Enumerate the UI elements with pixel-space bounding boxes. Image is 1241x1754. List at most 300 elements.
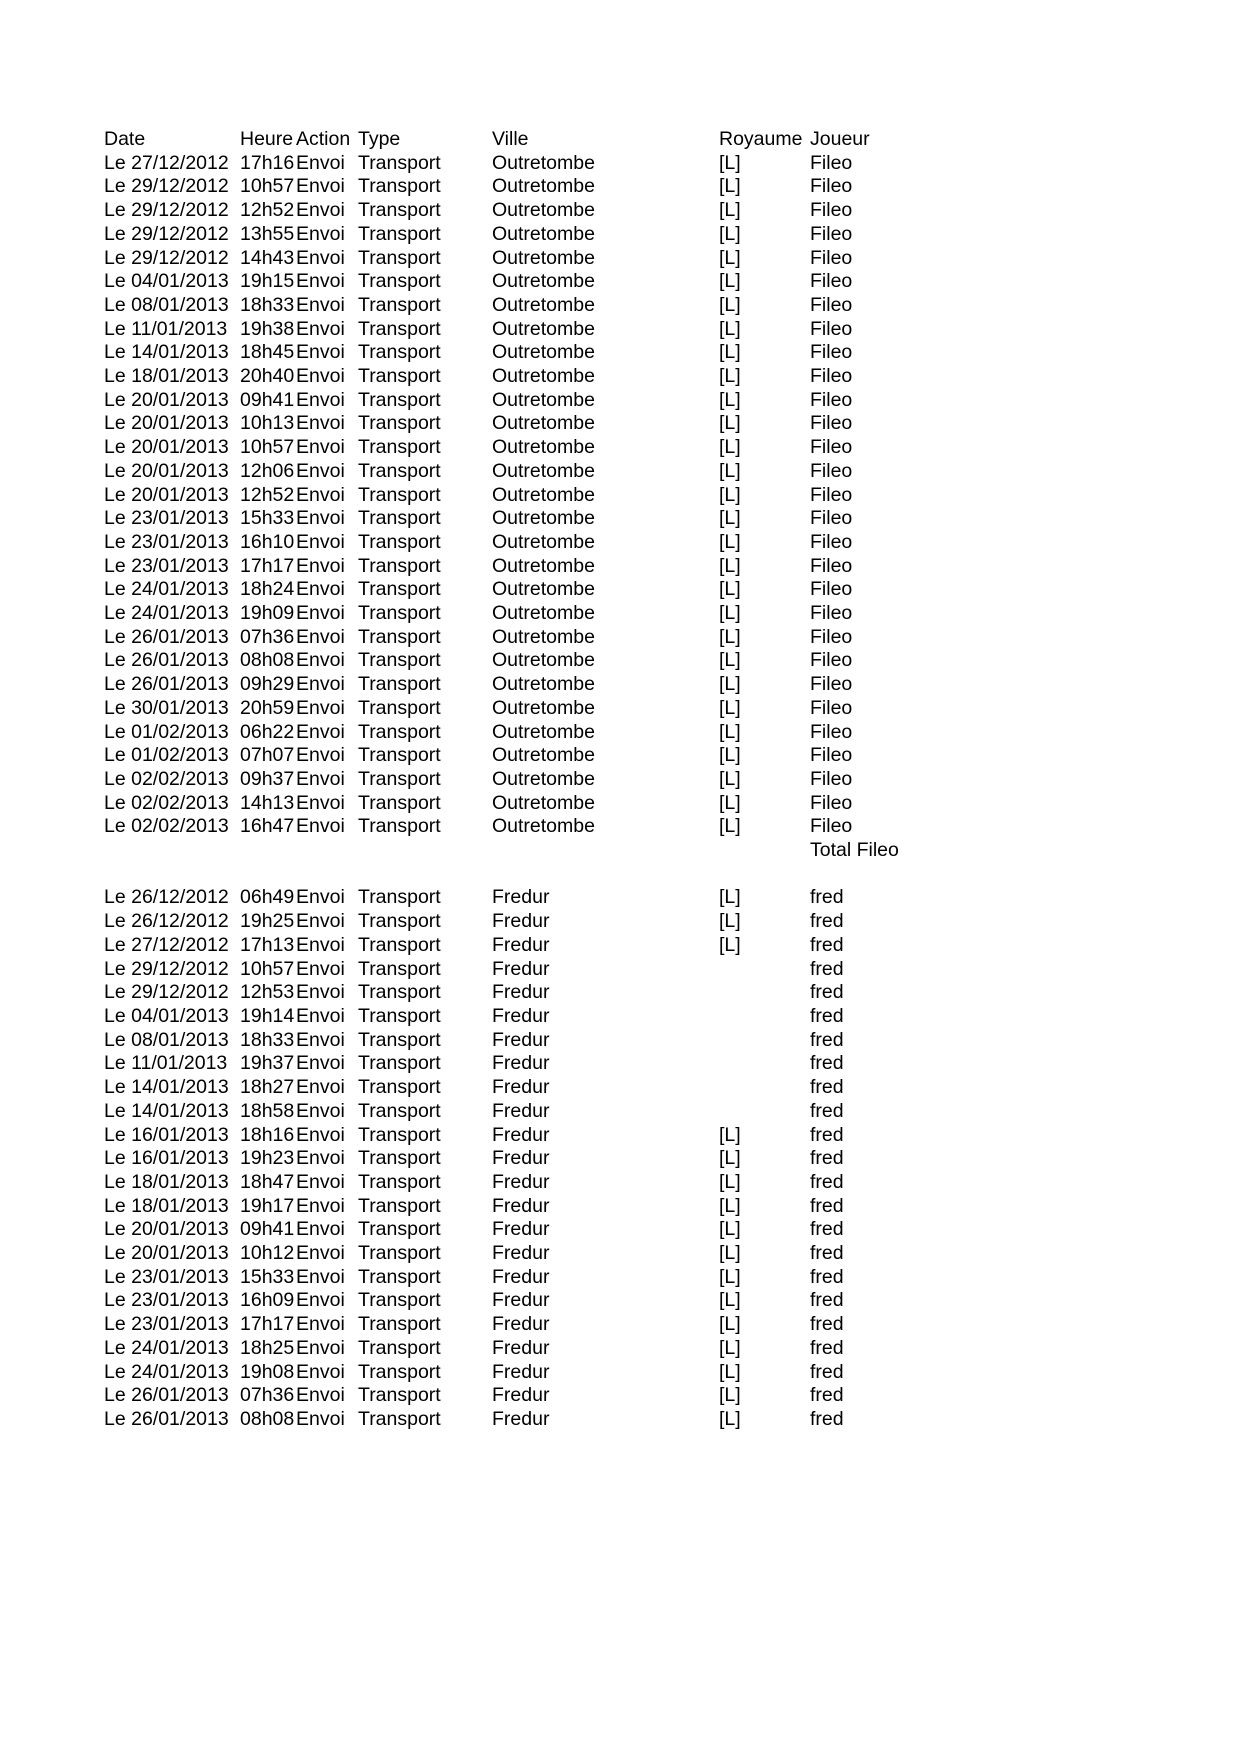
cell-royaume: [L] (719, 1170, 741, 1193)
table-row (104, 412, 1024, 436)
cell-joueur: Fileo (810, 673, 853, 696)
cell-type: Transport (358, 151, 441, 174)
cell-type: Transport (358, 720, 441, 743)
cell-date: Le 29/12/2012 (104, 981, 229, 1004)
cell-action: Envoi (296, 365, 345, 388)
cell-ville: Fredur (492, 1123, 550, 1146)
cell-heure: 08h08 (240, 649, 295, 672)
cell-royaume: [L] (719, 412, 741, 435)
cell-joueur: Fileo (810, 483, 853, 506)
cell-date: Le 26/01/2013 (104, 649, 229, 672)
cell-action: Envoi (296, 1289, 345, 1312)
cell-type: Transport (358, 815, 441, 838)
cell-heure: 18h25 (240, 1336, 295, 1359)
cell-royaume: [L] (719, 696, 741, 719)
cell-ville: Fredur (492, 1384, 550, 1407)
cell-royaume (719, 1100, 810, 1124)
cell-heure: 12h52 (240, 483, 295, 506)
cell-heure: 10h13 (240, 412, 295, 435)
cell-ville: Outretombe (492, 459, 595, 482)
table-row (104, 1337, 1024, 1361)
cell-ville: Outretombe (492, 696, 595, 719)
cell-joueur: Fileo (810, 412, 853, 435)
cell-type: Transport (358, 388, 441, 411)
cell-joueur: Fileo (810, 317, 853, 340)
cell-royaume: [L] (719, 436, 741, 459)
cell-heure: 06h49 (240, 886, 295, 909)
cell-date: Le 23/01/2013 (104, 507, 229, 530)
table-row (104, 649, 1024, 673)
cell-date: Le 04/01/2013 (104, 1005, 229, 1027)
cell-royaume: [L] (719, 625, 741, 648)
table-row (104, 436, 1024, 460)
cell-action: Envoi (296, 720, 345, 743)
cell-joueur: fred (810, 1052, 844, 1075)
cell-type: Transport (358, 1194, 441, 1217)
cell-ville: Outretombe (492, 625, 595, 648)
cell-action: Envoi (296, 696, 345, 719)
cell-royaume: [L] (719, 507, 741, 530)
table-row (104, 1005, 1024, 1029)
cell-type: Transport (358, 1289, 441, 1312)
cell-joueur: Fileo (810, 507, 853, 530)
cell-heure: 12h53 (240, 981, 295, 1004)
table-row (104, 768, 1024, 792)
cell-royaume: [L] (719, 1384, 741, 1407)
table-row (104, 1029, 1024, 1053)
cell-royaume: [L] (719, 222, 741, 245)
cell-type: Transport (358, 1028, 441, 1051)
cell-heure: 12h06 (240, 459, 295, 482)
cell-date: Le 16/01/2013 (104, 1123, 229, 1146)
cell-ville: Fredur (492, 886, 550, 909)
cell-action: Envoi (296, 388, 345, 411)
cell-date: Le 02/02/2013 (104, 815, 229, 838)
cell-action: Envoi (296, 293, 345, 316)
cell-heure: 19h08 (240, 1360, 295, 1383)
cell-ville: Outretombe (492, 815, 595, 838)
cell-date: Le 01/02/2013 (104, 744, 229, 767)
table-row (104, 1408, 1024, 1432)
cell-heure: 18h24 (240, 578, 295, 601)
cell-date: Le 29/12/2012 (104, 246, 229, 269)
cell-royaume: [L] (719, 1147, 741, 1170)
cell-heure: 13h55 (240, 222, 295, 245)
cell-type: Transport (358, 530, 441, 553)
table-row (104, 602, 1024, 626)
table-row (104, 1195, 1024, 1219)
cell-joueur: Fileo (810, 222, 853, 245)
cell-joueur: Fileo (810, 459, 853, 482)
cell-royaume (719, 981, 810, 1005)
cell-empty (104, 839, 240, 863)
cell-date: Le 23/01/2013 (104, 1265, 229, 1288)
cell-date: Le 02/02/2013 (104, 767, 229, 790)
column-header-joueur: Joueur (810, 128, 870, 150)
cell-heure: 15h33 (240, 1265, 295, 1288)
cell-joueur: fred (810, 1147, 844, 1170)
cell-heure: 09h29 (240, 673, 295, 696)
cell-empty (296, 839, 358, 863)
column-header-type: Type (358, 128, 401, 150)
cell-action: Envoi (296, 1336, 345, 1359)
table-header-row (104, 128, 1024, 152)
cell-action: Envoi (296, 1005, 345, 1027)
cell-ville: Outretombe (492, 199, 595, 222)
cell-ville: Outretombe (492, 270, 595, 293)
cell-ville: Fredur (492, 1218, 550, 1241)
cell-heure: 16h10 (240, 530, 295, 553)
cell-type: Transport (358, 1313, 441, 1336)
cell-ville: Outretombe (492, 673, 595, 696)
cell-action: Envoi (296, 1147, 345, 1170)
cell-joueur: fred (810, 886, 844, 909)
cell-date: Le 27/12/2012 (104, 933, 229, 956)
group-total-text: Total Fileo (810, 839, 899, 862)
cell-action: Envoi (296, 1384, 345, 1407)
cell-royaume: [L] (719, 388, 741, 411)
cell-ville: Outretombe (492, 578, 595, 601)
cell-ville: Outretombe (492, 720, 595, 743)
cell-action: Envoi (296, 412, 345, 435)
cell-royaume: [L] (719, 602, 741, 625)
table-row (104, 1052, 1024, 1076)
group-total-row (104, 839, 1024, 863)
cell-date: Le 29/12/2012 (104, 957, 229, 980)
cell-action: Envoi (296, 767, 345, 790)
cell-royaume: [L] (719, 649, 741, 672)
cell-date: Le 29/12/2012 (104, 175, 229, 198)
cell-royaume: [L] (719, 246, 741, 269)
cell-date: Le 30/01/2013 (104, 696, 229, 719)
cell-royaume: [L] (719, 791, 741, 814)
cell-ville: Fredur (492, 1099, 550, 1122)
cell-date: Le 14/01/2013 (104, 1099, 229, 1122)
cell-type: Transport (358, 483, 441, 506)
cell-action: Envoi (296, 957, 345, 980)
table-row (104, 886, 1024, 910)
column-header-ville: Ville (492, 128, 529, 150)
table-row (104, 318, 1024, 342)
cell-ville: Outretombe (492, 767, 595, 790)
cell-action: Envoi (296, 151, 345, 174)
cell-action: Envoi (296, 507, 345, 530)
cell-date: Le 08/01/2013 (104, 293, 229, 316)
cell-ville: Outretombe (492, 317, 595, 340)
cell-royaume: [L] (719, 1289, 741, 1312)
cell-type: Transport (358, 1099, 441, 1122)
cell-type: Transport (358, 270, 441, 293)
cell-ville: Fredur (492, 1052, 550, 1075)
cell-action: Envoi (296, 1360, 345, 1383)
cell-royaume: [L] (719, 293, 741, 316)
cell-date: Le 23/01/2013 (104, 530, 229, 553)
table-row (104, 1124, 1024, 1148)
cell-heure: 19h38 (240, 317, 295, 340)
cell-type: Transport (358, 1265, 441, 1288)
cell-action: Envoi (296, 530, 345, 553)
cell-date: Le 04/01/2013 (104, 270, 229, 293)
cell-royaume (719, 1005, 810, 1029)
cell-joueur: Fileo (810, 151, 853, 174)
table-row (104, 531, 1024, 555)
cell-royaume: [L] (719, 1123, 741, 1146)
cell-heure: 18h58 (240, 1099, 295, 1122)
cell-type: Transport (358, 293, 441, 316)
cell-date: Le 26/01/2013 (104, 673, 229, 696)
cell-royaume (719, 1052, 810, 1076)
cell-joueur: fred (810, 1407, 844, 1430)
cell-date: Le 01/02/2013 (104, 720, 229, 743)
cell-heure: 12h52 (240, 199, 295, 222)
cell-joueur: fred (810, 1313, 844, 1336)
cell-heure: 10h57 (240, 436, 295, 459)
cell-action: Envoi (296, 1052, 345, 1075)
cell-action: Envoi (296, 1099, 345, 1122)
cell-ville: Outretombe (492, 151, 595, 174)
cell-heure: 18h27 (240, 1076, 295, 1099)
table-row (104, 626, 1024, 650)
cell-ville: Outretombe (492, 175, 595, 198)
cell-joueur: Fileo (810, 696, 853, 719)
cell-joueur: fred (810, 1265, 844, 1288)
table-row (104, 294, 1024, 318)
table-row (104, 673, 1024, 697)
table-row (104, 815, 1024, 839)
cell-joueur: fred (810, 1242, 844, 1265)
table-row (104, 1147, 1024, 1171)
cell-type: Transport (358, 1218, 441, 1241)
cell-type: Transport (358, 175, 441, 198)
cell-heure: 10h57 (240, 957, 295, 980)
cell-ville: Fredur (492, 1242, 550, 1265)
cell-ville: Outretombe (492, 602, 595, 625)
cell-heure: 20h40 (240, 365, 295, 388)
cell-type: Transport (358, 1242, 441, 1265)
cell-ville: Fredur (492, 933, 550, 956)
cell-action: Envoi (296, 1242, 345, 1265)
cell-type: Transport (358, 1147, 441, 1170)
table-row (104, 484, 1024, 508)
cell-action: Envoi (296, 649, 345, 672)
cell-joueur: Fileo (810, 815, 853, 838)
cell-ville: Outretombe (492, 365, 595, 388)
table-row (104, 389, 1024, 413)
cell-joueur: Fileo (810, 625, 853, 648)
cell-type: Transport (358, 933, 441, 956)
cell-ville: Fredur (492, 1407, 550, 1430)
cell-royaume: [L] (719, 720, 741, 743)
cell-joueur: Fileo (810, 554, 853, 577)
cell-action: Envoi (296, 1313, 345, 1336)
cell-joueur: Fileo (810, 791, 853, 814)
cell-type: Transport (358, 578, 441, 601)
cell-joueur: Fileo (810, 578, 853, 601)
cell-date: Le 20/01/2013 (104, 436, 229, 459)
cell-date: Le 24/01/2013 (104, 1360, 229, 1383)
cell-ville: Fredur (492, 1313, 550, 1336)
cell-joueur: fred (810, 933, 844, 956)
cell-date: Le 26/01/2013 (104, 1407, 229, 1430)
cell-royaume: [L] (719, 1194, 741, 1217)
cell-date: Le 02/02/2013 (104, 791, 229, 814)
cell-ville: Outretombe (492, 246, 595, 269)
cell-joueur: Fileo (810, 175, 853, 198)
cell-action: Envoi (296, 554, 345, 577)
cell-heure: 18h16 (240, 1123, 295, 1146)
cell-ville: Outretombe (492, 388, 595, 411)
cell-date: Le 18/01/2013 (104, 365, 229, 388)
cell-type: Transport (358, 981, 441, 1004)
cell-joueur: fred (810, 910, 844, 933)
cell-action: Envoi (296, 483, 345, 506)
cell-joueur: Fileo (810, 365, 853, 388)
cell-date: Le 26/01/2013 (104, 625, 229, 648)
cell-royaume (719, 1076, 810, 1100)
cell-date: Le 08/01/2013 (104, 1028, 229, 1051)
cell-joueur: Fileo (810, 341, 853, 364)
cell-date: Le 23/01/2013 (104, 1313, 229, 1336)
cell-royaume: [L] (719, 815, 741, 838)
cell-royaume: [L] (719, 1313, 741, 1336)
cell-ville: Fredur (492, 981, 550, 1004)
cell-heure: 07h36 (240, 625, 295, 648)
table-row (104, 1289, 1024, 1313)
cell-joueur: Fileo (810, 270, 853, 293)
cell-heure: 10h57 (240, 175, 295, 198)
cell-action: Envoi (296, 602, 345, 625)
cell-type: Transport (358, 199, 441, 222)
cell-heure: 16h47 (240, 815, 295, 838)
table-row (104, 1100, 1024, 1124)
cell-type: Transport (358, 222, 441, 245)
cell-ville: Fredur (492, 1336, 550, 1359)
transport-log-table (104, 128, 1024, 1432)
cell-ville: Fredur (492, 1289, 550, 1312)
cell-date: Le 26/12/2012 (104, 910, 229, 933)
table-row (104, 934, 1024, 958)
cell-action: Envoi (296, 1123, 345, 1146)
cell-joueur: Fileo (810, 246, 853, 269)
table-row (104, 1313, 1024, 1337)
cell-heure: 08h08 (240, 1407, 295, 1430)
cell-action: Envoi (296, 1028, 345, 1051)
cell-royaume: [L] (719, 1336, 741, 1359)
cell-action: Envoi (296, 1265, 345, 1288)
cell-heure: 09h41 (240, 1218, 295, 1241)
table-row (104, 697, 1024, 721)
cell-joueur: fred (810, 1099, 844, 1122)
cell-action: Envoi (296, 1194, 345, 1217)
cell-heure: 19h09 (240, 602, 295, 625)
cell-joueur: Fileo (810, 199, 853, 222)
cell-date: Le 23/01/2013 (104, 1289, 229, 1312)
cell-action: Envoi (296, 246, 345, 269)
cell-action: Envoi (296, 270, 345, 293)
cell-royaume: [L] (719, 1407, 741, 1430)
cell-ville: Fredur (492, 1194, 550, 1217)
cell-date: Le 14/01/2013 (104, 1076, 229, 1099)
cell-joueur: Fileo (810, 767, 853, 790)
cell-royaume: [L] (719, 886, 741, 909)
cell-joueur: Fileo (810, 602, 853, 625)
cell-joueur: Fileo (810, 530, 853, 553)
cell-heure: 07h07 (240, 744, 295, 767)
cell-type: Transport (358, 910, 441, 933)
cell-date: Le 23/01/2013 (104, 554, 229, 577)
cell-ville: Outretombe (492, 483, 595, 506)
cell-heure: 18h45 (240, 341, 295, 364)
cell-action: Envoi (296, 1170, 345, 1193)
cell-royaume: [L] (719, 1360, 741, 1383)
cell-royaume: [L] (719, 270, 741, 293)
table-row (104, 365, 1024, 389)
cell-joueur: fred (810, 1218, 844, 1241)
cell-type: Transport (358, 1052, 441, 1075)
cell-date: Le 16/01/2013 (104, 1147, 229, 1170)
cell-date: Le 20/01/2013 (104, 483, 229, 506)
table-row (104, 1218, 1024, 1242)
cell-royaume: [L] (719, 317, 741, 340)
table-row (104, 721, 1024, 745)
cell-ville: Fredur (492, 1170, 550, 1193)
cell-heure: 19h23 (240, 1147, 295, 1170)
cell-heure: 18h47 (240, 1170, 295, 1193)
cell-action: Envoi (296, 625, 345, 648)
column-header-royaume: Royaume (719, 128, 803, 150)
cell-ville: Outretombe (492, 649, 595, 672)
cell-date: Le 20/01/2013 (104, 1218, 229, 1241)
cell-type: Transport (358, 507, 441, 530)
cell-heure: 17h17 (240, 554, 295, 577)
table-row (104, 910, 1024, 934)
table-row (104, 744, 1024, 768)
cell-action: Envoi (296, 1218, 345, 1241)
cell-action: Envoi (296, 791, 345, 814)
cell-type: Transport (358, 1360, 441, 1383)
table-body (104, 152, 1024, 1432)
cell-date: Le 18/01/2013 (104, 1170, 229, 1193)
group-total-label (810, 839, 1024, 863)
cell-date: Le 20/01/2013 (104, 1242, 229, 1265)
cell-action: Envoi (296, 981, 345, 1004)
group-spacer-row (104, 863, 1024, 887)
cell-heure: 19h37 (240, 1052, 295, 1075)
cell-joueur: Fileo (810, 388, 853, 411)
cell-date: Le 20/01/2013 (104, 412, 229, 435)
cell-date: Le 18/01/2013 (104, 1194, 229, 1217)
cell-royaume: [L] (719, 1265, 741, 1288)
cell-royaume (719, 958, 810, 982)
cell-action: Envoi (296, 222, 345, 245)
cell-royaume: [L] (719, 910, 741, 933)
cell-action: Envoi (296, 933, 345, 956)
cell-ville: Outretombe (492, 791, 595, 814)
cell-type: Transport (358, 1123, 441, 1146)
cell-royaume (719, 1029, 810, 1053)
cell-type: Transport (358, 791, 441, 814)
cell-royaume: [L] (719, 767, 741, 790)
cell-ville: Outretombe (492, 530, 595, 553)
cell-action: Envoi (296, 317, 345, 340)
cell-royaume: [L] (719, 151, 741, 174)
cell-heure: 10h12 (240, 1242, 295, 1265)
table-row (104, 460, 1024, 484)
table-row (104, 1266, 1024, 1290)
cell-joueur: fred (810, 1170, 844, 1193)
cell-joueur: fred (810, 981, 844, 1004)
cell-joueur: fred (810, 1005, 844, 1027)
